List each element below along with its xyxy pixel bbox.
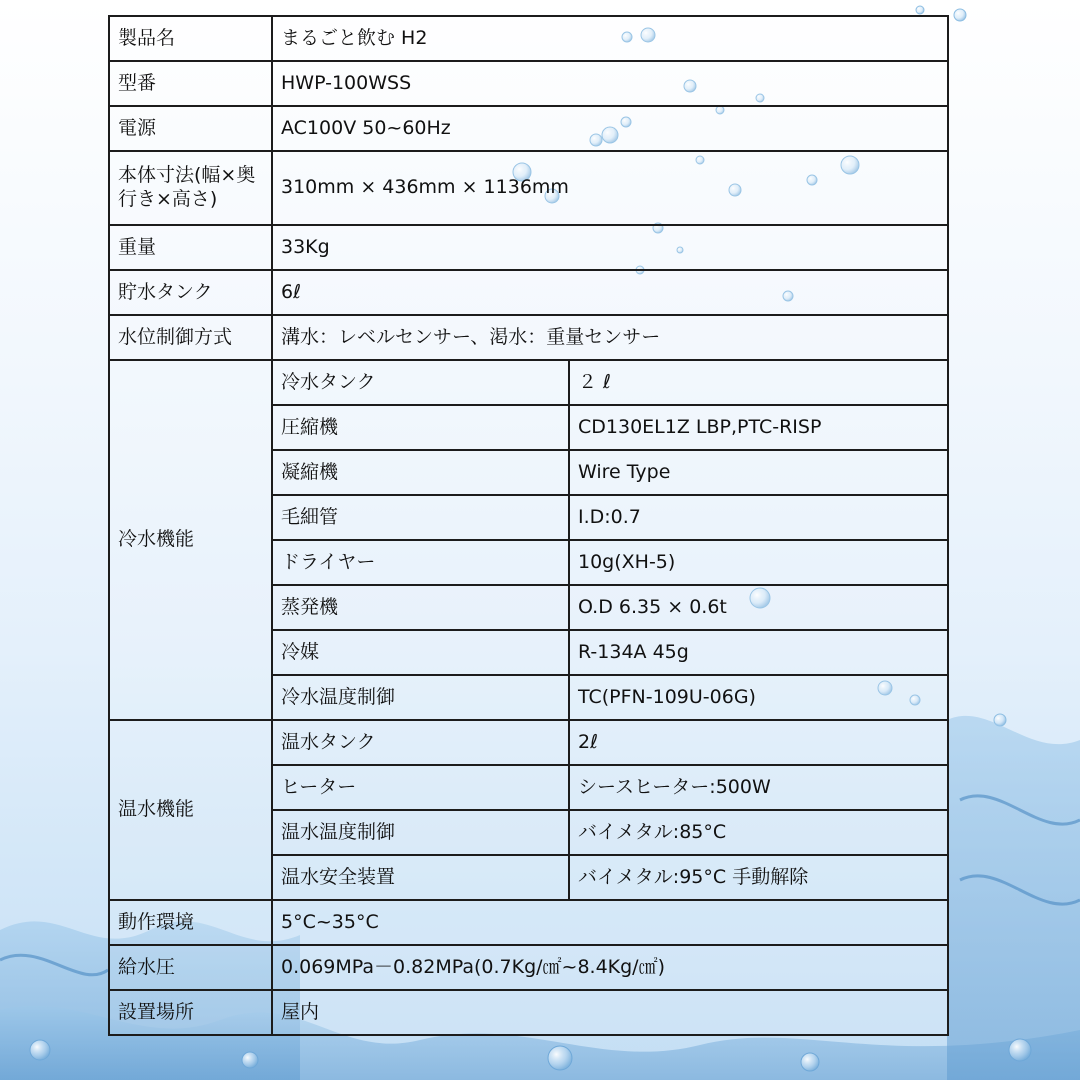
row-value: 6ℓ: [272, 270, 948, 315]
table-row: [109, 720, 948, 765]
item-name: 温水安全装置: [272, 855, 569, 900]
row-value: 0.069MPa－0.82MPa(0.7Kg/㎠~8.4Kg/㎠): [272, 945, 948, 990]
table-row: [109, 360, 948, 405]
row-label: 設置場所: [109, 990, 272, 1035]
item-name: 蒸発機: [272, 585, 569, 630]
item-name: 温水タンク: [272, 720, 569, 765]
row-label: 給水圧: [109, 945, 272, 990]
row-value: HWP-100WSS: [272, 61, 948, 106]
item-name: 冷水温度制御: [272, 675, 569, 720]
row-label: 動作環境: [109, 900, 272, 945]
item-value: バイメタル:85°C: [569, 810, 948, 855]
table-row: [109, 61, 948, 106]
table-row: [109, 990, 948, 1035]
row-value: 屋内: [272, 990, 948, 1035]
row-label: 貯水タンク: [109, 270, 272, 315]
row-value: 溝水：レベルセンサー、渇水：重量センサー: [272, 315, 948, 360]
item-name: 圧縮機: [272, 405, 569, 450]
item-value: 10g(XH-5): [569, 540, 948, 585]
item-name: 凝縮機: [272, 450, 569, 495]
row-label: 型番: [109, 61, 272, 106]
table-row: [109, 151, 948, 225]
item-value: TC(PFN-109U-06G): [569, 675, 948, 720]
item-value: CD130EL1Z LBP,PTC-RISP: [569, 405, 948, 450]
item-value: Wire Type: [569, 450, 948, 495]
table-row: [109, 16, 948, 61]
item-value: 2ℓ: [569, 720, 948, 765]
table-row: [109, 900, 948, 945]
item-value: ２ ℓ: [569, 360, 948, 405]
row-label: 製品名: [109, 16, 272, 61]
row-label: 本体寸法(幅×奥行き×高さ): [109, 151, 272, 225]
item-value: シースヒーター:500W: [569, 765, 948, 810]
item-name: 冷水タンク: [272, 360, 569, 405]
item-value: バイメタル:95°C 手動解除: [569, 855, 948, 900]
table-row: [109, 225, 948, 270]
row-value: まるごと飲む H2: [272, 16, 948, 61]
item-name: 毛細管: [272, 495, 569, 540]
table-row: [109, 270, 948, 315]
spec-table: [108, 15, 949, 1036]
table-row: [109, 945, 948, 990]
item-name: ヒーター: [272, 765, 569, 810]
group-label-cold-water: 冷水機能: [109, 360, 272, 720]
row-label: 水位制御方式: [109, 315, 272, 360]
row-value: AC100V 50~60Hz: [272, 106, 948, 151]
row-label: 電源: [109, 106, 272, 151]
item-name: 冷媒: [272, 630, 569, 675]
item-value: I.D:0.7: [569, 495, 948, 540]
item-name: 温水温度制御: [272, 810, 569, 855]
row-value: 5°C~35°C: [272, 900, 948, 945]
group-label-hot-water: 温水機能: [109, 720, 272, 900]
item-value: R-134A 45g: [569, 630, 948, 675]
table-row: [109, 315, 948, 360]
row-value: 310mm × 436mm × 1136mm: [272, 151, 948, 225]
table-row: [109, 106, 948, 151]
row-value: 33Kg: [272, 225, 948, 270]
row-label: 重量: [109, 225, 272, 270]
item-value: O.D 6.35 × 0.6t: [569, 585, 948, 630]
item-name: ドライヤー: [272, 540, 569, 585]
